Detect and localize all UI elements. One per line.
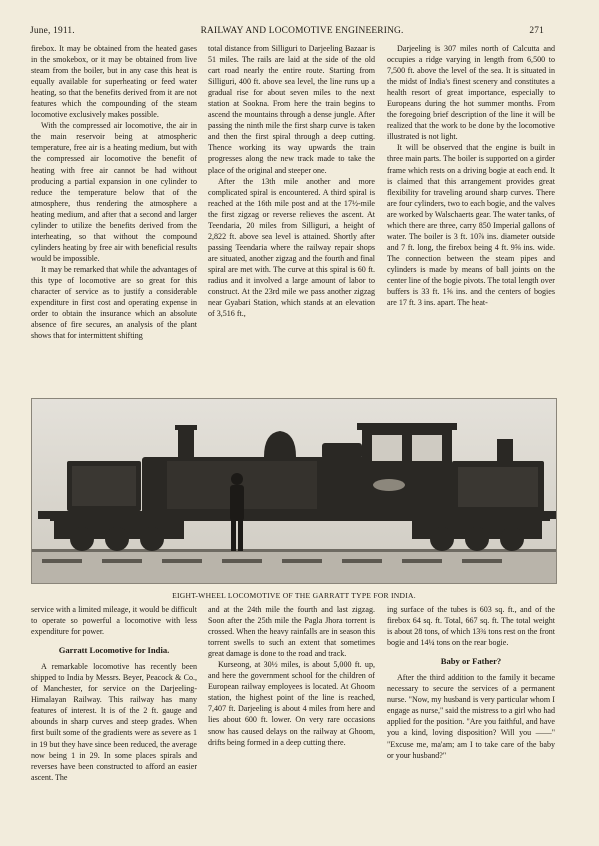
paragraph: and at the 24th mile the fourth and last zigzag. Soon after the 25th mile the Pagla Jhora torrent is crossed. When the heavy rainfalls are in season this torrent swells to such an extent that sometimes great damage is done to the road and track. bbox=[208, 605, 375, 659]
paragraph: It may be remarked that while the advantages of this type of locomotive are so great for this character of service as to justify a considerable expenditure in first cost and operating expense in order to obtain the insurance which an absolute absence of fire secures, an analysis of the plant shows that for intermittent shifting bbox=[31, 264, 197, 341]
column-3-bottom bbox=[387, 604, 555, 836]
paragraph: After the third addition to the family it became necessary to secure the services of a permanent nurse. "Now, my husband is very particular whom I engage as nurse," said the mistress to a girl who had applied for the position. "Are you faithful, and have you a kind, loving disposition? Will you ——" "Excuse me, ma'am; am I to take care of the baby or your husband?" bbox=[387, 673, 555, 760]
paragraph: total distance from Silliguri to Darjeeling Bazaar is 51 miles. The rails are laid at the side of the old cart road nearly the entire route. Starting from Silliguri, 400 ft. above sea level, the line runs up a gradual rise for about seven miles to the next station at Sookna. From here the train begins to ascend the mountains through a dense jungle. After passing the ninth mile the first sharp curve is taken and then the first spiral through a deep cutting. Thence working its way upwards the train progresses along the new track made to take the place of the original and steeper one. bbox=[208, 44, 375, 175]
column-2-bottom bbox=[208, 604, 375, 836]
paragraph: It will be observed that the engine is built in three main parts. The boiler is supported on a girder frame which rests on a driving bogie at each end. It is claimed that this arrangement provides great flexibility for traveling around sharp curves. There are four cylinders, two to each bogie, and the valves are worked by Walschaerts gear. The water tanks, of which there are three, carry 850 Imperial gallons of water. The boiler is 3 ft. 10⅞ ins. diameter outside and 7 ft. long, the firebox being 4 ft. 9⅝ ins. wide. The connection between the steam pipes and cylinders is made by means of ball joints on the center line of the bogie pivots. The total length over buffers is 33 ft. 1⅝ ins. and the centers of bogies are 17 ft. 3 ins. apart. The heat- bbox=[387, 143, 555, 308]
article-heading: Baby or Father? bbox=[440, 656, 502, 667]
column-3-top bbox=[387, 43, 555, 358]
paragraph: Darjeeling is 307 miles north of Calcutta and occupies a ridge varying in length from 6,500 to 7,500 ft. above the level of the sea. It is situated in the midst of India's finest scenery and constitutes a health resort of great importance, especially to Europeans during the hot summer months. From the foregoing brief description of the line it will be realized that the work to be done by the locomotive illustrated is not light. bbox=[387, 44, 555, 142]
locomotive-illustration bbox=[32, 399, 556, 583]
page-number: 271 bbox=[529, 26, 544, 36]
paragraph: ing surface of the tubes is 603 sq. ft., and of the firebox 64 sq. ft. Total, 667 sq. ft. The total weight is about 28 tons, of which 13¾ tons rest on the front bogie and 14¼ tons on the rear bogie. bbox=[387, 605, 555, 648]
column-1-top bbox=[31, 43, 197, 358]
photo-caption: EIGHT-WHEEL LOCOMOTIVE OF THE GARRATT TYPE FOR INDIA. bbox=[172, 591, 416, 600]
column-2-top bbox=[208, 43, 375, 358]
article-heading: Garratt Locomotive for India. bbox=[58, 645, 170, 656]
paragraph: A remarkable locomotive has recently been shipped to India by Messrs. Beyer, Peacock & Co., of Manchester, for service on the Darjeeling-Himalayan Railway. This railway has many features of interest. It is of the 2 ft. gauge and abounds in sharp curves and steep grades. When first built some of the gradients were as severe as 1 in 19 but they have since been reduced, the average now being 1 in 29. In some places spirals and reverses have been constructed to afford an easier ascent. The bbox=[31, 662, 197, 782]
paragraph: With the compressed air locomotive, the air in the main reservoir being at atmospheric temperature, free air is a heating medium, but with the compressed air locomotive the benefit of heating with free air cannot be had without producing a partial expansion in one cylinder to reduce the temperature below that of the atmosphere, thus rendering the atmosphere a heating medium, and after that a second and larger cylinder to utilize the benefits derived from the interheating, so that without the compound cylinders heating by free air with beneficial results would be impossible. bbox=[31, 121, 197, 263]
paragraph: After the 13th mile another and more complicated spiral is encountered. A third spiral is reached at the 16th mile post and at the 17½-mile the first zigzag or reverse relieves the ascent. At Teendaria, 20 miles from Silliguri, a height of 2,822 ft. above sea level is attained. Shortly after passing Teendaria where the railway repair shops are situated, another zigzag and the fourth and final spiral are met with. The curve at this spiral is 60 ft. radius and it involved a large amount of labor to construct. At the 23rd mile we pass another zigzag near Gyabari Station, which stands at an elevation of 3,516 ft., bbox=[208, 176, 375, 319]
column-1-bottom bbox=[31, 604, 197, 836]
paragraph: firebox. It may be obtained from the heated gases in the smokebox, or it may be obtained from live steam from the boiler, but in any case this heat is equally available for superheating or feed water heating, so that the benefits derived from it are not features which the compounding of the steam locomotive exclusively makes possible. bbox=[31, 44, 197, 120]
paragraph: service with a limited mileage, it would be difficult to operate so powerful a locomotive with less expenditure for power. bbox=[31, 605, 197, 637]
running-header bbox=[30, 26, 544, 36]
locomotive-photograph bbox=[31, 398, 557, 584]
issue-date: June, 1911. bbox=[30, 26, 75, 36]
journal-title: RAILWAY AND LOCOMOTIVE ENGINEERING. bbox=[200, 26, 404, 36]
paragraph: Kurseong, at 30½ miles, is about 5,000 ft. up, and here the government school for the children of European railway employees is located. At Ghoom station, the highest point of the line is reached, 7,407 ft. Darjeeling is about 4 miles from here and lies about 600 ft. lower. On very rare occasions snow has caused delays on the railway at Ghoom, drifts being formed in a deep cutting there. bbox=[208, 660, 375, 747]
